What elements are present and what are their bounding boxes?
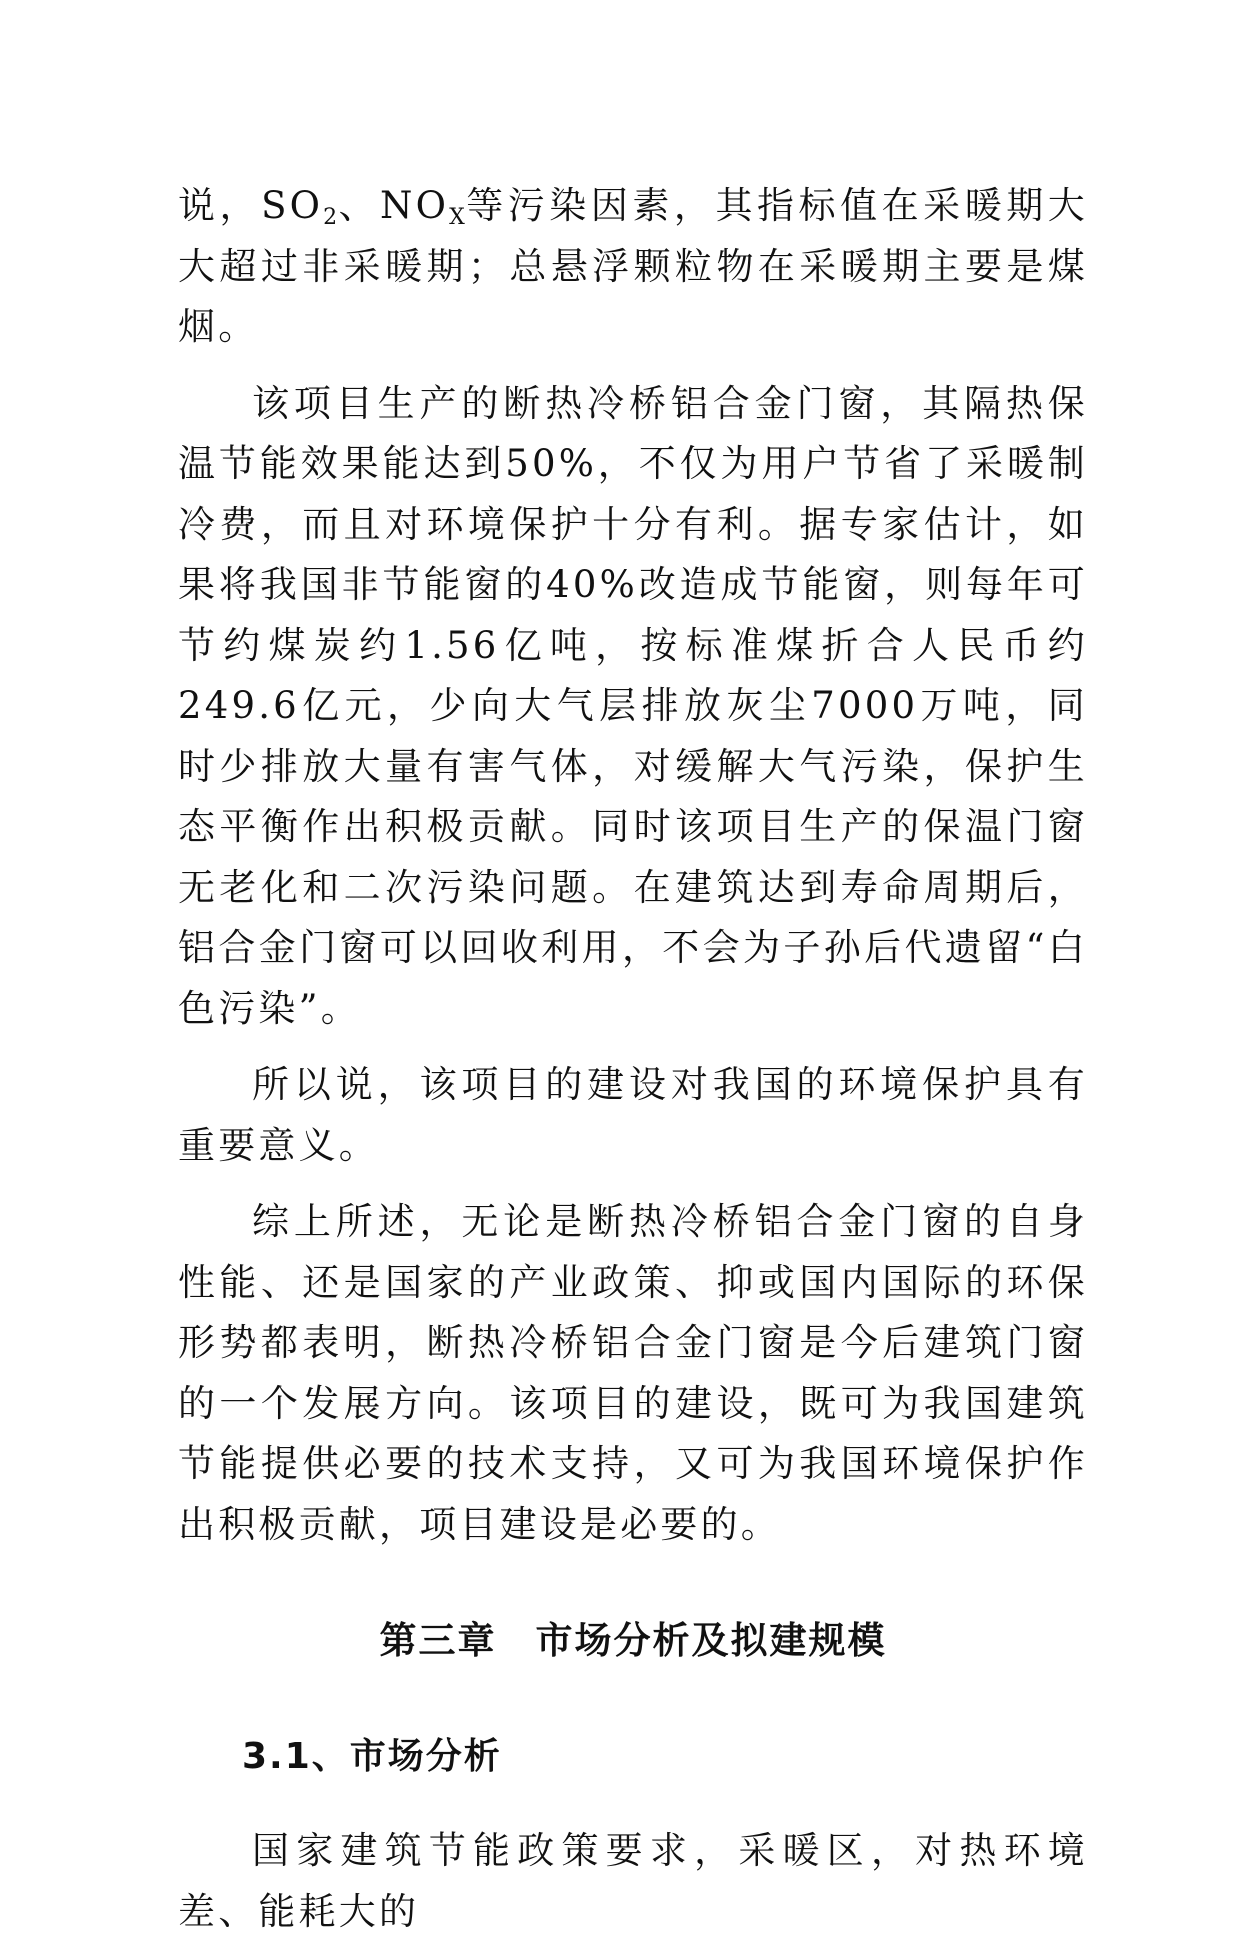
paragraph-summary: 综上所述，无论是断热冷桥铝合金门窗的自身性能、还是国家的产业政策、抑或国内国际的环保形势都表明，断热冷桥铝合金门窗是今后建筑门窗的一个发展方向。该项目的建设，既可为我国建筑节能提供必要的技术支持，又可为我国环境保护作出积极贡献，项目建设是必要的。 [178,1200,1088,1546]
pollution-text-1: 说，SO [178,184,324,227]
pollution-text-2: 、NO [337,184,450,227]
paragraph-significance: 所以说，该项目的建设对我国的环境保护具有重要意义。 [178,1063,1088,1167]
paragraph-energy-saving: 该项目生产的断热冷桥铝合金门窗，其隔热保温节能效果能达到50%，不仅为用户节省了采暖制冷费，而且对环境保护十分有利。据专家估计，如果将我国非节能窗的40%改造成节能窗，则每年可节约煤炭约1.56亿吨，按标准煤折合人民币约249.6亿元，少向大气层排放灰尘7000万吨，同时少排放大量有害气体，对缓解大气污染，保护生态平衡作出积极贡献。同时该项目生产的保温门窗无老化和二次污染问题。在建筑达到寿命周期后，铝合金门窗可以回收利用，不会为子孙后代遗留“白色污染”。 [178,381,1088,1030]
so2-subscript: 2 [323,205,338,230]
pollution-text-3: 等污染因素，其指标值在采暖期大大超过非采暖期；总悬浮颗粒物在采暖期主要是煤烟。 [178,184,1088,348]
paragraph-pollution [178,176,1088,358]
paragraph-market: 国家建筑节能政策要求，采暖区，对热环境差、能耗大的 [178,1829,1088,1933]
nox-subscript: X [449,205,465,230]
section-title: 3.1、市场分析 [242,1736,502,1777]
chapter-title: 第三章 市场分析及拟建规模 [379,1619,887,1662]
document-page [178,176,1088,1942]
